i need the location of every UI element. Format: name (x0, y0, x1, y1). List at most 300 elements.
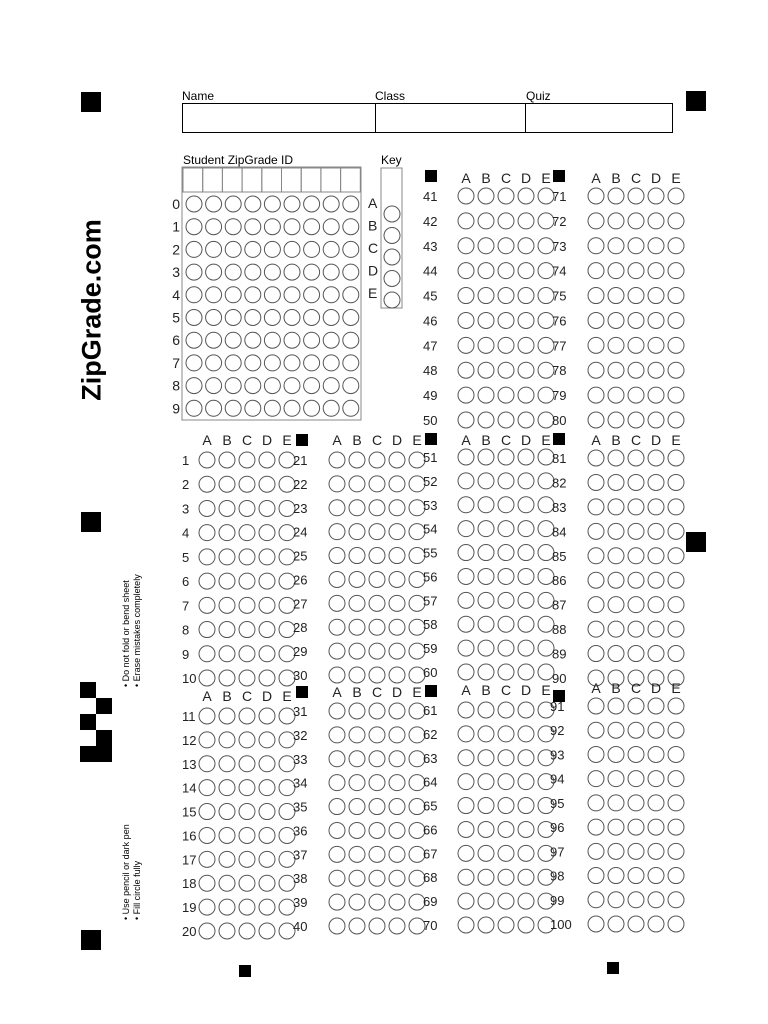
answer-bubble[interactable] (588, 548, 604, 564)
answer-bubble[interactable] (259, 708, 275, 724)
answer-bubble[interactable] (219, 646, 235, 662)
answer-bubble[interactable] (628, 499, 644, 515)
answer-bubble[interactable] (608, 795, 624, 811)
answer-bubble[interactable] (648, 572, 664, 588)
answer-bubble[interactable] (199, 500, 215, 516)
answer-bubble[interactable] (458, 288, 474, 304)
id-bubble[interactable] (264, 287, 280, 303)
answer-bubble[interactable] (458, 640, 474, 656)
answer-bubble[interactable] (498, 798, 514, 814)
answer-bubble[interactable] (628, 597, 644, 613)
answer-bubble[interactable] (498, 664, 514, 680)
answer-bubble[interactable] (458, 545, 474, 561)
id-digit-entry-box[interactable] (222, 168, 242, 192)
answer-bubble[interactable] (259, 851, 275, 867)
answer-bubble[interactable] (369, 595, 385, 611)
answer-bubble[interactable] (219, 549, 235, 565)
answer-bubble[interactable] (668, 337, 684, 353)
answer-bubble[interactable] (219, 597, 235, 613)
answer-bubble[interactable] (498, 449, 514, 465)
answer-bubble[interactable] (219, 923, 235, 939)
id-bubble[interactable] (245, 219, 261, 235)
answer-bubble[interactable] (478, 545, 494, 561)
answer-bubble[interactable] (518, 869, 534, 885)
answer-bubble[interactable] (668, 843, 684, 859)
answer-bubble[interactable] (259, 756, 275, 772)
id-bubble[interactable] (225, 264, 241, 280)
answer-bubble[interactable] (199, 452, 215, 468)
answer-bubble[interactable] (628, 795, 644, 811)
id-bubble[interactable] (225, 332, 241, 348)
answer-bubble[interactable] (478, 497, 494, 513)
id-bubble[interactable] (343, 196, 359, 212)
id-bubble[interactable] (343, 378, 359, 394)
answer-bubble[interactable] (458, 362, 474, 378)
answer-bubble[interactable] (239, 500, 255, 516)
answer-bubble[interactable] (478, 750, 494, 766)
answer-bubble[interactable] (648, 646, 664, 662)
id-bubble[interactable] (186, 264, 202, 280)
answer-bubble[interactable] (369, 476, 385, 492)
answer-bubble[interactable] (389, 703, 405, 719)
answer-bubble[interactable] (628, 523, 644, 539)
answer-bubble[interactable] (628, 819, 644, 835)
answer-bubble[interactable] (199, 804, 215, 820)
answer-bubble[interactable] (478, 917, 494, 933)
answer-bubble[interactable] (648, 868, 664, 884)
answer-bubble[interactable] (259, 476, 275, 492)
id-bubble[interactable] (284, 196, 300, 212)
answer-bubble[interactable] (369, 643, 385, 659)
answer-bubble[interactable] (608, 746, 624, 762)
answer-bubble[interactable] (329, 500, 345, 516)
answer-bubble[interactable] (259, 573, 275, 589)
answer-bubble[interactable] (668, 868, 684, 884)
answer-bubble[interactable] (668, 746, 684, 762)
answer-bubble[interactable] (259, 827, 275, 843)
id-bubble[interactable] (323, 241, 339, 257)
answer-bubble[interactable] (498, 497, 514, 513)
answer-bubble[interactable] (389, 476, 405, 492)
answer-bubble[interactable] (478, 263, 494, 279)
answer-bubble[interactable] (608, 238, 624, 254)
answer-bubble[interactable] (518, 213, 534, 229)
answer-bubble[interactable] (498, 545, 514, 561)
answer-bubble[interactable] (329, 595, 345, 611)
answer-bubble[interactable] (498, 845, 514, 861)
answer-bubble[interactable] (349, 595, 365, 611)
answer-bubble[interactable] (239, 670, 255, 686)
answer-bubble[interactable] (369, 548, 385, 564)
id-bubble[interactable] (284, 264, 300, 280)
answer-bubble[interactable] (389, 822, 405, 838)
answer-bubble[interactable] (349, 703, 365, 719)
answer-bubble[interactable] (498, 821, 514, 837)
id-digit-entry-box[interactable] (301, 168, 321, 192)
answer-bubble[interactable] (628, 312, 644, 328)
id-bubble[interactable] (206, 400, 222, 416)
answer-bubble[interactable] (588, 450, 604, 466)
answer-bubble[interactable] (458, 592, 474, 608)
answer-bubble[interactable] (648, 499, 664, 515)
answer-bubble[interactable] (458, 449, 474, 465)
answer-bubble[interactable] (239, 708, 255, 724)
answer-bubble[interactable] (219, 670, 235, 686)
answer-bubble[interactable] (259, 875, 275, 891)
id-bubble[interactable] (225, 378, 241, 394)
answer-bubble[interactable] (478, 337, 494, 353)
answer-bubble[interactable] (329, 703, 345, 719)
answer-bubble[interactable] (369, 775, 385, 791)
id-bubble[interactable] (343, 241, 359, 257)
id-bubble[interactable] (206, 196, 222, 212)
answer-bubble[interactable] (349, 727, 365, 743)
answer-bubble[interactable] (608, 868, 624, 884)
id-bubble[interactable] (284, 241, 300, 257)
key-bubble[interactable] (384, 271, 400, 287)
answer-bubble[interactable] (588, 621, 604, 637)
answer-bubble[interactable] (199, 549, 215, 565)
id-bubble[interactable] (206, 219, 222, 235)
answer-bubble[interactable] (608, 698, 624, 714)
answer-bubble[interactable] (588, 188, 604, 204)
answer-bubble[interactable] (498, 750, 514, 766)
answer-bubble[interactable] (329, 799, 345, 815)
answer-bubble[interactable] (498, 592, 514, 608)
answer-bubble[interactable] (588, 722, 604, 738)
answer-bubble[interactable] (239, 476, 255, 492)
answer-bubble[interactable] (329, 846, 345, 862)
answer-bubble[interactable] (648, 548, 664, 564)
id-bubble[interactable] (206, 287, 222, 303)
answer-bubble[interactable] (259, 923, 275, 939)
id-bubble[interactable] (304, 355, 320, 371)
answer-bubble[interactable] (668, 722, 684, 738)
answer-bubble[interactable] (628, 474, 644, 490)
answer-bubble[interactable] (369, 667, 385, 683)
answer-bubble[interactable] (518, 640, 534, 656)
answer-bubble[interactable] (239, 780, 255, 796)
id-bubble[interactable] (323, 378, 339, 394)
id-bubble[interactable] (304, 196, 320, 212)
answer-bubble[interactable] (628, 771, 644, 787)
answer-bubble[interactable] (518, 702, 534, 718)
answer-bubble[interactable] (498, 312, 514, 328)
answer-bubble[interactable] (458, 312, 474, 328)
answer-bubble[interactable] (478, 664, 494, 680)
answer-bubble[interactable] (478, 238, 494, 254)
answer-bubble[interactable] (518, 312, 534, 328)
answer-bubble[interactable] (518, 521, 534, 537)
answer-bubble[interactable] (458, 521, 474, 537)
answer-bubble[interactable] (458, 616, 474, 632)
id-bubble[interactable] (245, 241, 261, 257)
answer-bubble[interactable] (199, 476, 215, 492)
answer-bubble[interactable] (389, 571, 405, 587)
answer-bubble[interactable] (608, 499, 624, 515)
answer-bubble[interactable] (608, 523, 624, 539)
answer-bubble[interactable] (628, 263, 644, 279)
answer-bubble[interactable] (648, 474, 664, 490)
answer-bubble[interactable] (648, 412, 664, 428)
answer-bubble[interactable] (219, 708, 235, 724)
answer-bubble[interactable] (219, 452, 235, 468)
answer-bubble[interactable] (588, 843, 604, 859)
answer-bubble[interactable] (349, 775, 365, 791)
answer-bubble[interactable] (608, 450, 624, 466)
answer-bubble[interactable] (199, 597, 215, 613)
answer-bubble[interactable] (219, 804, 235, 820)
answer-bubble[interactable] (668, 892, 684, 908)
id-digit-entry-box[interactable] (203, 168, 223, 192)
id-bubble[interactable] (343, 287, 359, 303)
answer-bubble[interactable] (199, 899, 215, 915)
answer-bubble[interactable] (518, 616, 534, 632)
answer-bubble[interactable] (389, 846, 405, 862)
id-bubble[interactable] (323, 332, 339, 348)
id-digit-entry-box[interactable] (321, 168, 341, 192)
id-bubble[interactable] (186, 310, 202, 326)
id-bubble[interactable] (323, 400, 339, 416)
answer-bubble[interactable] (349, 524, 365, 540)
answer-bubble[interactable] (259, 804, 275, 820)
answer-bubble[interactable] (369, 918, 385, 934)
id-bubble[interactable] (245, 310, 261, 326)
id-bubble[interactable] (323, 219, 339, 235)
id-bubble[interactable] (245, 264, 261, 280)
id-bubble[interactable] (343, 219, 359, 235)
answer-bubble[interactable] (239, 923, 255, 939)
answer-bubble[interactable] (588, 312, 604, 328)
answer-bubble[interactable] (628, 238, 644, 254)
answer-bubble[interactable] (608, 387, 624, 403)
answer-bubble[interactable] (259, 452, 275, 468)
id-bubble[interactable] (186, 196, 202, 212)
answer-bubble[interactable] (478, 640, 494, 656)
answer-bubble[interactable] (648, 263, 664, 279)
answer-bubble[interactable] (458, 568, 474, 584)
answer-bubble[interactable] (668, 597, 684, 613)
answer-bubble[interactable] (608, 548, 624, 564)
answer-bubble[interactable] (648, 795, 664, 811)
answer-bubble[interactable] (518, 592, 534, 608)
answer-bubble[interactable] (498, 917, 514, 933)
answer-bubble[interactable] (608, 646, 624, 662)
answer-bubble[interactable] (458, 473, 474, 489)
answer-bubble[interactable] (259, 622, 275, 638)
answer-bubble[interactable] (628, 746, 644, 762)
answer-bubble[interactable] (628, 548, 644, 564)
answer-bubble[interactable] (349, 452, 365, 468)
answer-bubble[interactable] (369, 870, 385, 886)
answer-bubble[interactable] (239, 732, 255, 748)
answer-bubble[interactable] (458, 387, 474, 403)
answer-bubble[interactable] (239, 525, 255, 541)
answer-bubble[interactable] (458, 750, 474, 766)
id-bubble[interactable] (245, 355, 261, 371)
answer-bubble[interactable] (329, 524, 345, 540)
answer-bubble[interactable] (648, 337, 664, 353)
answer-bubble[interactable] (219, 851, 235, 867)
answer-bubble[interactable] (608, 412, 624, 428)
id-bubble[interactable] (264, 378, 280, 394)
answer-bubble[interactable] (478, 473, 494, 489)
answer-bubble[interactable] (668, 238, 684, 254)
answer-bubble[interactable] (239, 899, 255, 915)
answer-bubble[interactable] (648, 450, 664, 466)
answer-bubble[interactable] (668, 548, 684, 564)
id-bubble[interactable] (343, 400, 359, 416)
answer-bubble[interactable] (518, 750, 534, 766)
id-bubble[interactable] (264, 310, 280, 326)
answer-bubble[interactable] (389, 727, 405, 743)
answer-bubble[interactable] (239, 851, 255, 867)
id-bubble[interactable] (225, 355, 241, 371)
answer-bubble[interactable] (498, 188, 514, 204)
answer-bubble[interactable] (349, 500, 365, 516)
answer-bubble[interactable] (628, 646, 644, 662)
answer-bubble[interactable] (628, 892, 644, 908)
answer-bubble[interactable] (518, 821, 534, 837)
answer-bubble[interactable] (518, 545, 534, 561)
answer-bubble[interactable] (608, 916, 624, 932)
id-bubble[interactable] (186, 378, 202, 394)
answer-bubble[interactable] (588, 499, 604, 515)
answer-bubble[interactable] (239, 573, 255, 589)
answer-bubble[interactable] (389, 524, 405, 540)
answer-bubble[interactable] (608, 771, 624, 787)
answer-bubble[interactable] (239, 875, 255, 891)
answer-bubble[interactable] (219, 622, 235, 638)
answer-bubble[interactable] (259, 597, 275, 613)
answer-bubble[interactable] (478, 821, 494, 837)
answer-bubble[interactable] (458, 337, 474, 353)
answer-bubble[interactable] (458, 893, 474, 909)
id-bubble[interactable] (304, 378, 320, 394)
answer-bubble[interactable] (648, 892, 664, 908)
answer-bubble[interactable] (668, 450, 684, 466)
answer-bubble[interactable] (329, 727, 345, 743)
answer-bubble[interactable] (478, 387, 494, 403)
answer-bubble[interactable] (478, 288, 494, 304)
answer-bubble[interactable] (608, 572, 624, 588)
id-bubble[interactable] (284, 355, 300, 371)
answer-bubble[interactable] (648, 621, 664, 637)
answer-bubble[interactable] (648, 771, 664, 787)
answer-bubble[interactable] (199, 573, 215, 589)
id-bubble[interactable] (186, 241, 202, 257)
id-bubble[interactable] (225, 400, 241, 416)
answer-bubble[interactable] (219, 756, 235, 772)
answer-bubble[interactable] (349, 643, 365, 659)
answer-bubble[interactable] (369, 571, 385, 587)
answer-bubble[interactable] (608, 474, 624, 490)
answer-bubble[interactable] (389, 799, 405, 815)
answer-bubble[interactable] (199, 670, 215, 686)
answer-bubble[interactable] (518, 412, 534, 428)
answer-bubble[interactable] (588, 771, 604, 787)
answer-bubble[interactable] (199, 708, 215, 724)
answer-bubble[interactable] (239, 756, 255, 772)
answer-bubble[interactable] (628, 621, 644, 637)
id-bubble[interactable] (323, 310, 339, 326)
answer-bubble[interactable] (668, 412, 684, 428)
answer-bubble[interactable] (349, 799, 365, 815)
answer-bubble[interactable] (608, 312, 624, 328)
answer-bubble[interactable] (329, 751, 345, 767)
answer-bubble[interactable] (498, 288, 514, 304)
answer-bubble[interactable] (648, 238, 664, 254)
answer-bubble[interactable] (588, 387, 604, 403)
answer-bubble[interactable] (668, 771, 684, 787)
answer-bubble[interactable] (349, 619, 365, 635)
answer-bubble[interactable] (458, 869, 474, 885)
answer-bubble[interactable] (608, 843, 624, 859)
answer-bubble[interactable] (369, 799, 385, 815)
answer-bubble[interactable] (588, 362, 604, 378)
id-bubble[interactable] (284, 378, 300, 394)
id-bubble[interactable] (343, 332, 359, 348)
id-bubble[interactable] (206, 378, 222, 394)
answer-bubble[interactable] (498, 412, 514, 428)
answer-bubble[interactable] (608, 597, 624, 613)
answer-bubble[interactable] (239, 597, 255, 613)
answer-bubble[interactable] (628, 722, 644, 738)
answer-bubble[interactable] (239, 827, 255, 843)
answer-bubble[interactable] (219, 500, 235, 516)
answer-bubble[interactable] (498, 362, 514, 378)
answer-bubble[interactable] (668, 387, 684, 403)
answer-bubble[interactable] (668, 499, 684, 515)
answer-bubble[interactable] (199, 622, 215, 638)
answer-bubble[interactable] (478, 312, 494, 328)
answer-bubble[interactable] (199, 732, 215, 748)
answer-bubble[interactable] (389, 595, 405, 611)
answer-bubble[interactable] (259, 549, 275, 565)
answer-bubble[interactable] (478, 213, 494, 229)
answer-bubble[interactable] (458, 821, 474, 837)
answer-bubble[interactable] (239, 646, 255, 662)
answer-bubble[interactable] (518, 497, 534, 513)
answer-bubble[interactable] (608, 337, 624, 353)
answer-bubble[interactable] (478, 412, 494, 428)
answer-bubble[interactable] (608, 722, 624, 738)
id-bubble[interactable] (304, 332, 320, 348)
answer-bubble[interactable] (349, 571, 365, 587)
answer-bubble[interactable] (628, 188, 644, 204)
answer-bubble[interactable] (588, 698, 604, 714)
answer-bubble[interactable] (199, 851, 215, 867)
answer-bubble[interactable] (458, 188, 474, 204)
answer-bubble[interactable] (628, 362, 644, 378)
answer-bubble[interactable] (668, 646, 684, 662)
answer-bubble[interactable] (668, 819, 684, 835)
answer-bubble[interactable] (518, 288, 534, 304)
answer-bubble[interactable] (498, 640, 514, 656)
answer-bubble[interactable] (349, 822, 365, 838)
answer-bubble[interactable] (478, 616, 494, 632)
answer-bubble[interactable] (259, 899, 275, 915)
answer-bubble[interactable] (478, 568, 494, 584)
answer-bubble[interactable] (458, 238, 474, 254)
answer-bubble[interactable] (329, 548, 345, 564)
answer-bubble[interactable] (518, 449, 534, 465)
id-bubble[interactable] (206, 355, 222, 371)
answer-bubble[interactable] (668, 795, 684, 811)
answer-bubble[interactable] (628, 412, 644, 428)
answer-bubble[interactable] (478, 845, 494, 861)
answer-bubble[interactable] (608, 188, 624, 204)
